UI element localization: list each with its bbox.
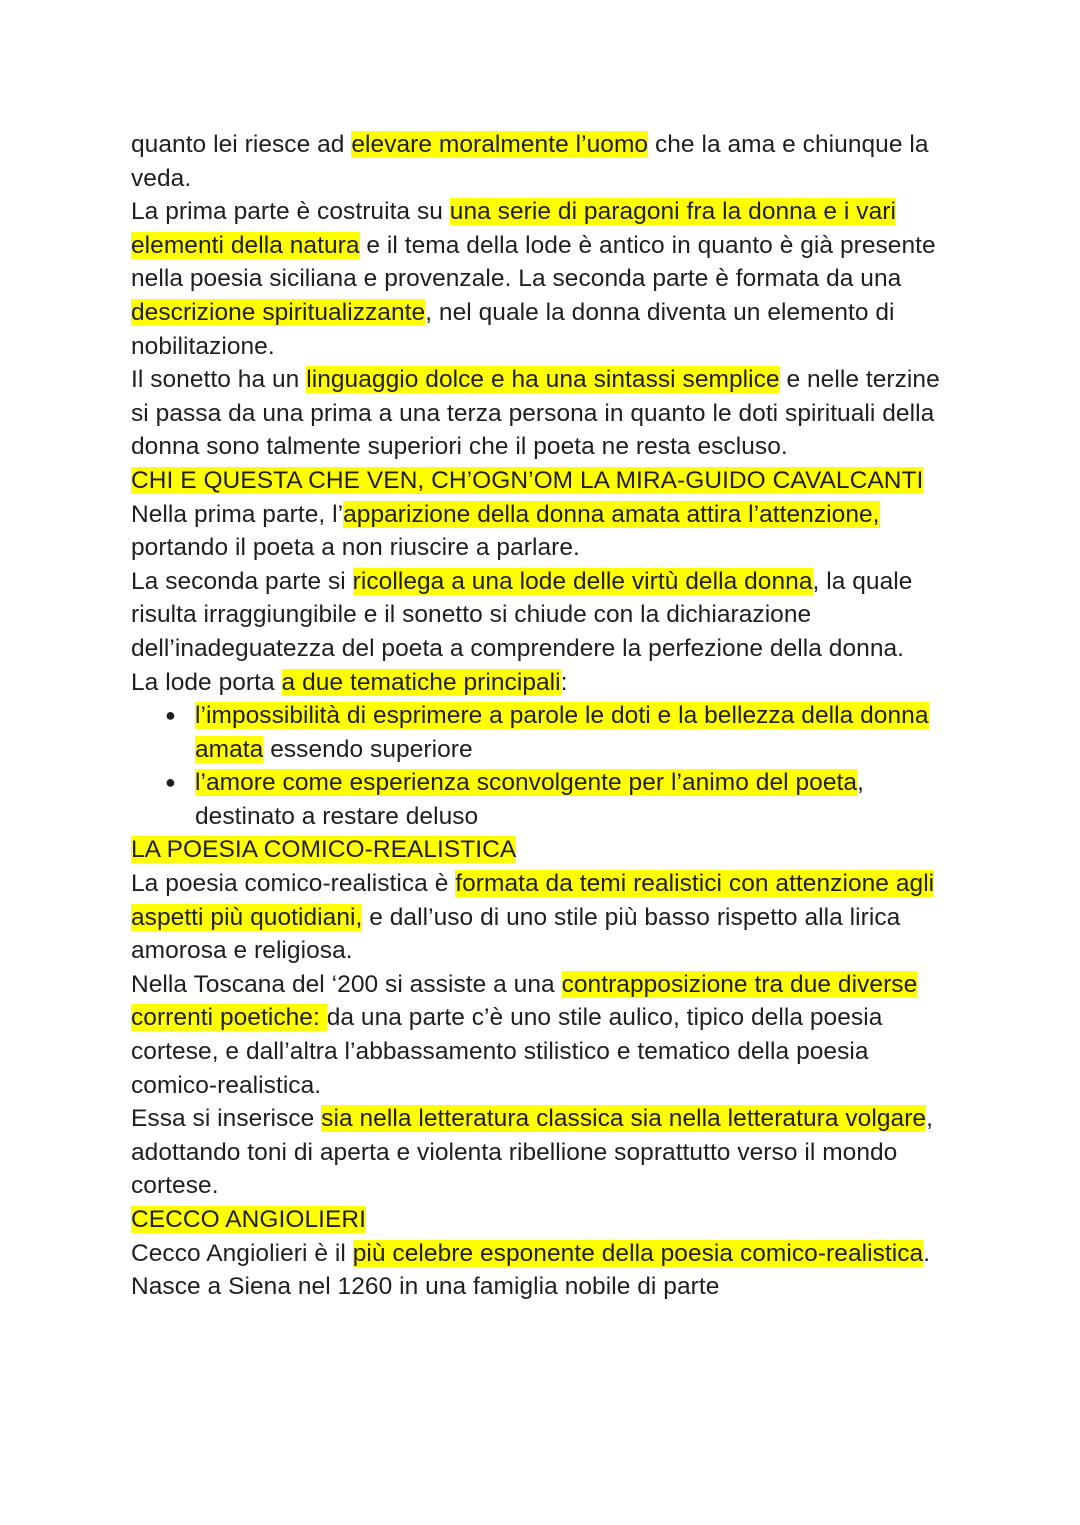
text-run: Il sonetto ha un [131, 366, 307, 394]
section-heading [131, 833, 961, 867]
text-run: , nel quale la donna diventa un elemento di nobilitazione. [131, 298, 895, 360]
text-run: La prima parte è costruita su [131, 198, 450, 226]
paragraph [131, 565, 961, 666]
paragraph [131, 666, 961, 700]
document-page [131, 128, 961, 1304]
paragraph [131, 1102, 961, 1203]
section-heading [131, 464, 961, 498]
highlighted-text: formata da temi realistici con attenzione agli aspetti più quotidiani, [131, 870, 935, 931]
highlighted-text: elevare moralmente l’uomo [351, 131, 649, 158]
highlighted-text: apparizione della donna amata attira l’attenzione, [343, 500, 880, 528]
text-run: e nelle terzine si passa da una prima a una terza persona in quanto le doti spirituali della donna sono talmente superiori che il poeta ne resta escluso. [131, 366, 940, 461]
paragraph [131, 968, 961, 1102]
highlighted-text: a due tematiche principali [281, 668, 561, 696]
highlighted-text: linguaggio dolce e ha una sintassi semplice [306, 366, 780, 394]
highlighted-text: più celebre esponente della poesia comico-realistica [352, 1239, 924, 1267]
bullet-item [195, 766, 961, 833]
text-run: , adottando toni di aperta e violenta ribellione soprattutto verso il mondo cortese. [131, 1105, 933, 1200]
highlighted-text: descrizione spiritualizzante [131, 298, 426, 326]
text-run: . Nasce a Siena nel 1260 in una famiglia nobile di parte [131, 1239, 931, 1301]
text-run: : [560, 668, 568, 696]
highlighted-text: ricollega a una lode delle virtù della donna [352, 567, 813, 595]
section-heading-text: CECCO ANGIOLIERI [131, 1206, 366, 1233]
text-run: Nella prima parte, l’ [131, 500, 344, 528]
highlighted-text: contrapposizione tra due diverse correnti poetiche: [131, 970, 918, 1032]
text-run: La lode porta [131, 668, 282, 696]
text-run: Cecco Angiolieri è il [131, 1239, 353, 1267]
paragraph [131, 128, 961, 195]
paragraph [131, 498, 961, 565]
paragraph [131, 363, 961, 464]
highlighted-text: l’amore come esperienza sconvolgente per l’animo del poeta [195, 769, 858, 797]
section-heading [131, 1203, 961, 1237]
bullet-item [195, 699, 961, 766]
text-run: da una parte c’è uno stile aulico, tipico della poesia cortese, e dall’altra l’abbassamento stilistico e tematico della poesia comico-realistica. [131, 1004, 883, 1099]
text-run: e dall’uso di uno stile più basso rispetto alla lirica amorosa e religiosa. [131, 903, 901, 965]
highlighted-text: una serie di paragoni fra la donna e i vari elementi della natura [131, 198, 896, 259]
text-run: quanto lei riesce ad [131, 131, 352, 158]
highlighted-text: sia nella letteratura classica sia nella letteratura volgare [321, 1105, 927, 1133]
text-run: La poesia comico-realistica è [131, 870, 456, 898]
text-run: La seconda parte si [131, 567, 353, 595]
paragraph [131, 1237, 961, 1304]
text-run: Essa si inserisce [131, 1105, 322, 1133]
section-heading-text: CHI E QUESTA CHE VEN, CH’OGN’OM LA MIRA-GUIDO CAVALCANTI [131, 466, 924, 494]
text-run: Nella Toscana del ‘200 si assiste a una [131, 970, 562, 998]
text-run: , destinato a restare deluso [195, 769, 864, 830]
paragraph [131, 195, 961, 363]
text-run: portando il poeta a non riuscire a parlare. [131, 534, 580, 562]
text-run: , la quale risulta irraggiungibile e il sonetto si chiude con la dichiarazione dell’inadeguatezza del poeta a comprendere la perfezione della donna. [131, 567, 913, 662]
section-heading-text: LA POESIA COMICO-REALISTICA [131, 836, 517, 864]
text-run: e il tema della lode è antico in quanto è già presente nella poesia siciliana e provenzale. La seconda parte è formata da una [131, 231, 936, 293]
bullet-list [131, 699, 961, 833]
paragraph [131, 867, 961, 968]
highlighted-text: l’impossibilità di esprimere a parole le doti e la bellezza della donna amata [195, 702, 929, 763]
text-run: essendo superiore [263, 735, 473, 763]
text-run: che la ama e chiunque la veda. [131, 131, 929, 192]
